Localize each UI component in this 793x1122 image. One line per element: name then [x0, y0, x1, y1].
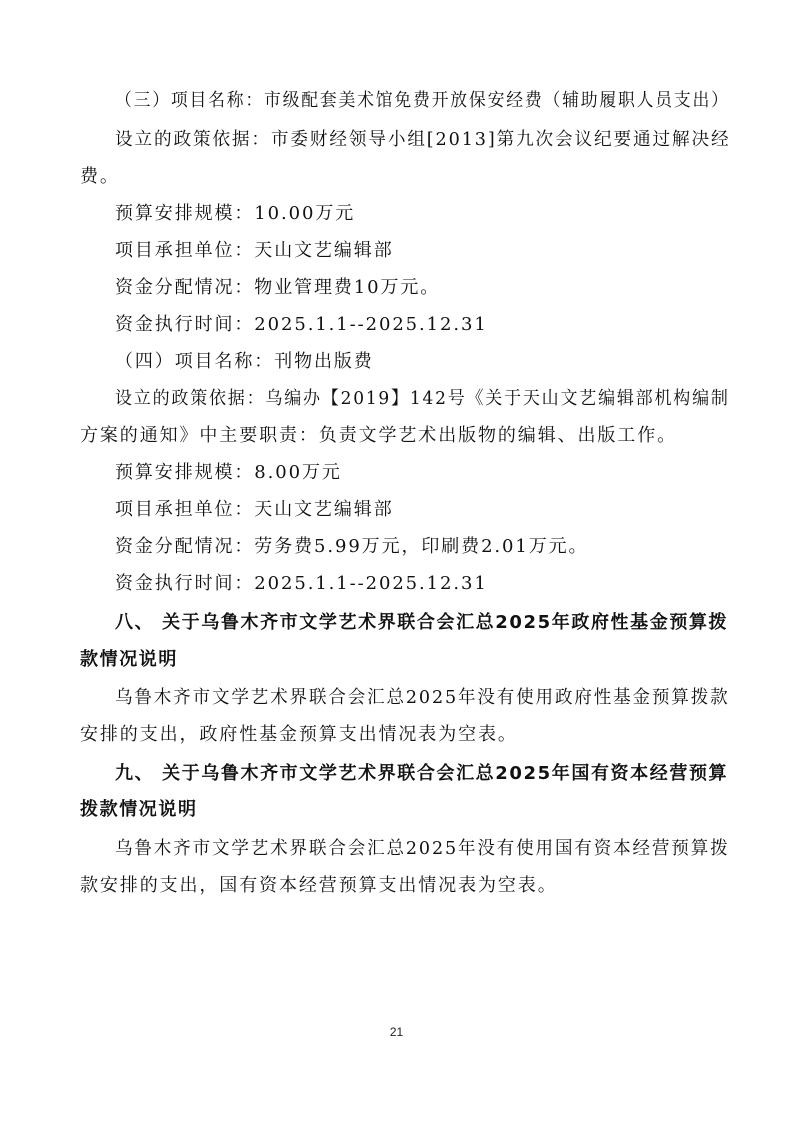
item-4-budget-scale: 预算安排规模：8.00万元 — [115, 462, 342, 483]
section-8-heading: 八、 关于乌鲁木齐市文学艺术界联合会汇总2025年政府性基金预算拨 — [115, 612, 729, 633]
section-9-heading-cont: 拨款情况说明 — [80, 799, 198, 820]
item-3-period: 资金执行时间：2025.1.1--2025.12.31 — [115, 314, 488, 335]
section-8-body-cont: 安排的支出，政府性基金预算支出情况表为空表。 — [80, 724, 518, 745]
item-4-policy-basis: 设立的政策依据：乌编办【2019】142号《关于天山文艺编辑部机构编制 — [115, 388, 730, 409]
item-4-policy-basis-cont: 方案的通知》中主要职责：负责文学艺术出版物的编辑、出版工作。 — [80, 425, 677, 446]
section-9-body-cont: 款安排的支出，国有资本经营预算支出情况表为空表。 — [80, 875, 558, 896]
item-4-period: 资金执行时间：2025.1.1--2025.12.31 — [115, 573, 488, 594]
item-3-unit: 项目承担单位：天山文艺编辑部 — [115, 240, 394, 261]
item-3-title: （三）项目名称：市级配套美术馆免费开放保安经费（辅助履职人员支出） — [115, 90, 730, 111]
item-3-policy-basis-cont: 费。 — [80, 166, 120, 187]
item-4-allocation: 资金分配情况：劳务费5.99万元，印刷费2.01万元。 — [115, 536, 589, 557]
item-3-policy-basis: 设立的政策依据：市委财经领导小组[2013]第九次会议纪要通过解决经 — [115, 129, 731, 150]
section-9-body: 乌鲁木齐市文学艺术界联合会汇总2025年没有使用国有资本经营预算拨 — [115, 838, 730, 859]
item-4-title: （四）项目名称：刊物出版费 — [115, 351, 374, 372]
item-3-allocation: 资金分配情况：物业管理费10万元。 — [115, 277, 441, 298]
page-number: 21 — [389, 1025, 404, 1039]
item-3-budget-scale: 预算安排规模：10.00万元 — [115, 203, 356, 224]
section-8-heading-cont: 款情况说明 — [80, 649, 178, 670]
section-8-body: 乌鲁木齐市文学艺术界联合会汇总2025年没有使用政府性基金预算拨款 — [115, 687, 730, 708]
section-9-heading: 九、 关于乌鲁木齐市文学艺术界联合会汇总2025年国有资本经营预算 — [115, 763, 729, 784]
item-4-unit: 项目承担单位：天山文艺编辑部 — [115, 499, 394, 520]
